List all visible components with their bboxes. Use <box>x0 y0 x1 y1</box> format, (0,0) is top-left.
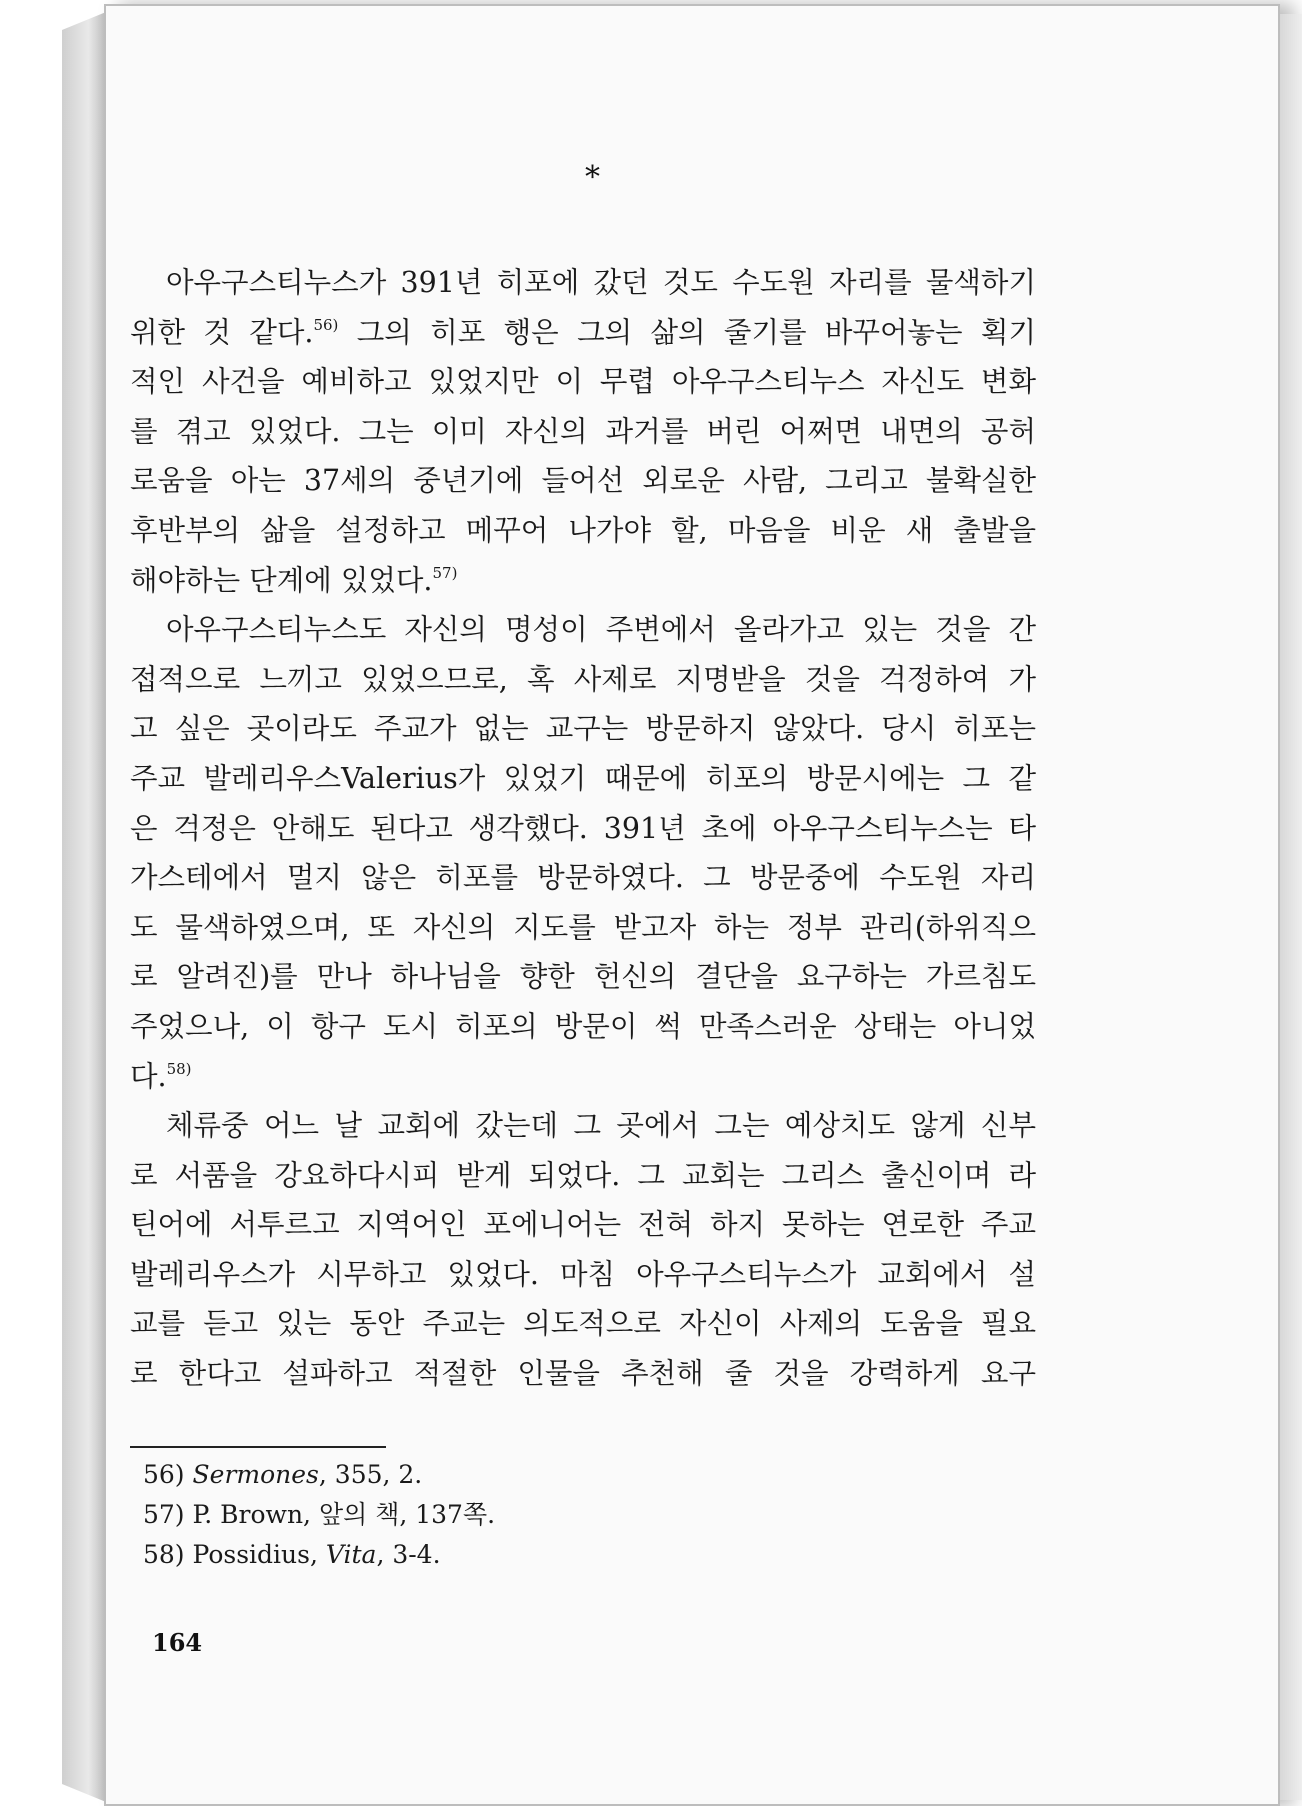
text-line: 후반부의 삶을 설정하고 메꾸어 나가야 할, 마음을 비운 새 출발을 <box>130 513 1036 547</box>
text-line: 체류중 어느 날 교회에 갔는데 그 곳에서 그는 예상치도 않게 신부 <box>166 1109 1036 1143</box>
text-line: 아우구스티누스도 자신의 명성이 주변에서 올라가고 있는 것을 간 <box>166 613 1036 647</box>
text-line: 로움을 아는 37세의 중년기에 들어선 외로운 사람, 그리고 불확실한 <box>130 464 1036 498</box>
text-line: 주교 발레리우스Valerius가 있었기 때문에 히포의 방문시에는 그 같 <box>130 761 1036 795</box>
text-line: 틴어에 서투르고 지역어인 포에니어는 전혀 하지 못하는 연로한 주교 <box>130 1208 1036 1242</box>
text-line: 해야하는 단계에 있었다.$^{57)}$ <box>130 563 458 597</box>
text-line: 아우구스티누스가 391년 히포에 갔던 것도 수도원 자리를 물색하기 <box>166 266 1036 299</box>
text-line: 접적으로 느끼고 있었으므로, 혹 사제로 지명받을 것을 걱정하여 가 <box>130 662 1036 696</box>
footnote-ref: 57) <box>432 563 458 582</box>
page-edge <box>1280 14 1302 1800</box>
book-spine <box>62 12 106 1802</box>
text-line: 적인 사건을 예비하고 있었지만 이 무렵 아우구스티누스 자신도 변화 <box>130 365 1036 399</box>
page-number: 164 <box>152 1628 203 1657</box>
footnote: 57) P. Brown, 앞의 책, 137쪽. <box>143 1500 496 1529</box>
text-line: 로 알려진)를 만나 하나님을 향한 헌신의 결단을 요구하는 가르침도 <box>130 960 1036 994</box>
footnote: 58) Possidius, Vita, 3-4. <box>143 1540 441 1569</box>
text-line: 를 겪고 있었다. 그는 이미 자신의 과거를 버린 어쩌면 내면의 공허 <box>130 414 1036 448</box>
section-separator: * <box>585 160 600 195</box>
body-text <box>130 258 1036 1399</box>
footnote-ref: 56) <box>313 315 339 334</box>
text-line: 위한 것 같다.$^{56)}$ 그의 히포 행은 그의 삶의 줄기를 바꾸어놓는 획기 <box>130 315 1036 349</box>
text-line: 가스테에서 멀지 않은 히포를 방문하였다. 그 방문중에 수도원 자리 <box>130 861 1036 895</box>
text-line: 로 서품을 강요하다시피 받게 되었다. 그 교회는 그리스 출신이며 라 <box>130 1158 1036 1192</box>
text-line: 은 걱정은 안해도 된다고 생각했다. 391년 초에 아우구스티누스는 타 <box>130 811 1036 845</box>
text-line: 도 물색하였으며, 또 자신의 지도를 받고자 하는 정부 관리(하위직으 <box>130 910 1036 944</box>
text-line: 발레리우스가 시무하고 있었다. 마침 아우구스티누스가 교회에서 설 <box>130 1257 1036 1291</box>
text-line: 고 싶은 곳이라도 주교가 없는 교구는 방문하지 않았다. 당시 히포는 <box>130 712 1036 746</box>
footnote-divider <box>130 1446 386 1448</box>
text-line: 다.$^{58)}$ <box>130 1059 192 1093</box>
text-line: 주었으나, 이 항구 도시 히포의 방문이 썩 만족스러운 상태는 아니었 <box>130 1009 1036 1043</box>
text-line: 로 한다고 설파하고 적절한 인물을 추천해 줄 것을 강력하게 요구 <box>130 1357 1036 1391</box>
footnotes <box>143 1455 495 1575</box>
footnote: 56) Sermones, 355, 2. <box>143 1460 423 1489</box>
text-line: 교를 듣고 있는 동안 주교는 의도적으로 자신이 사제의 도움을 필요 <box>130 1307 1036 1341</box>
footnote-ref: 58) <box>166 1059 192 1078</box>
